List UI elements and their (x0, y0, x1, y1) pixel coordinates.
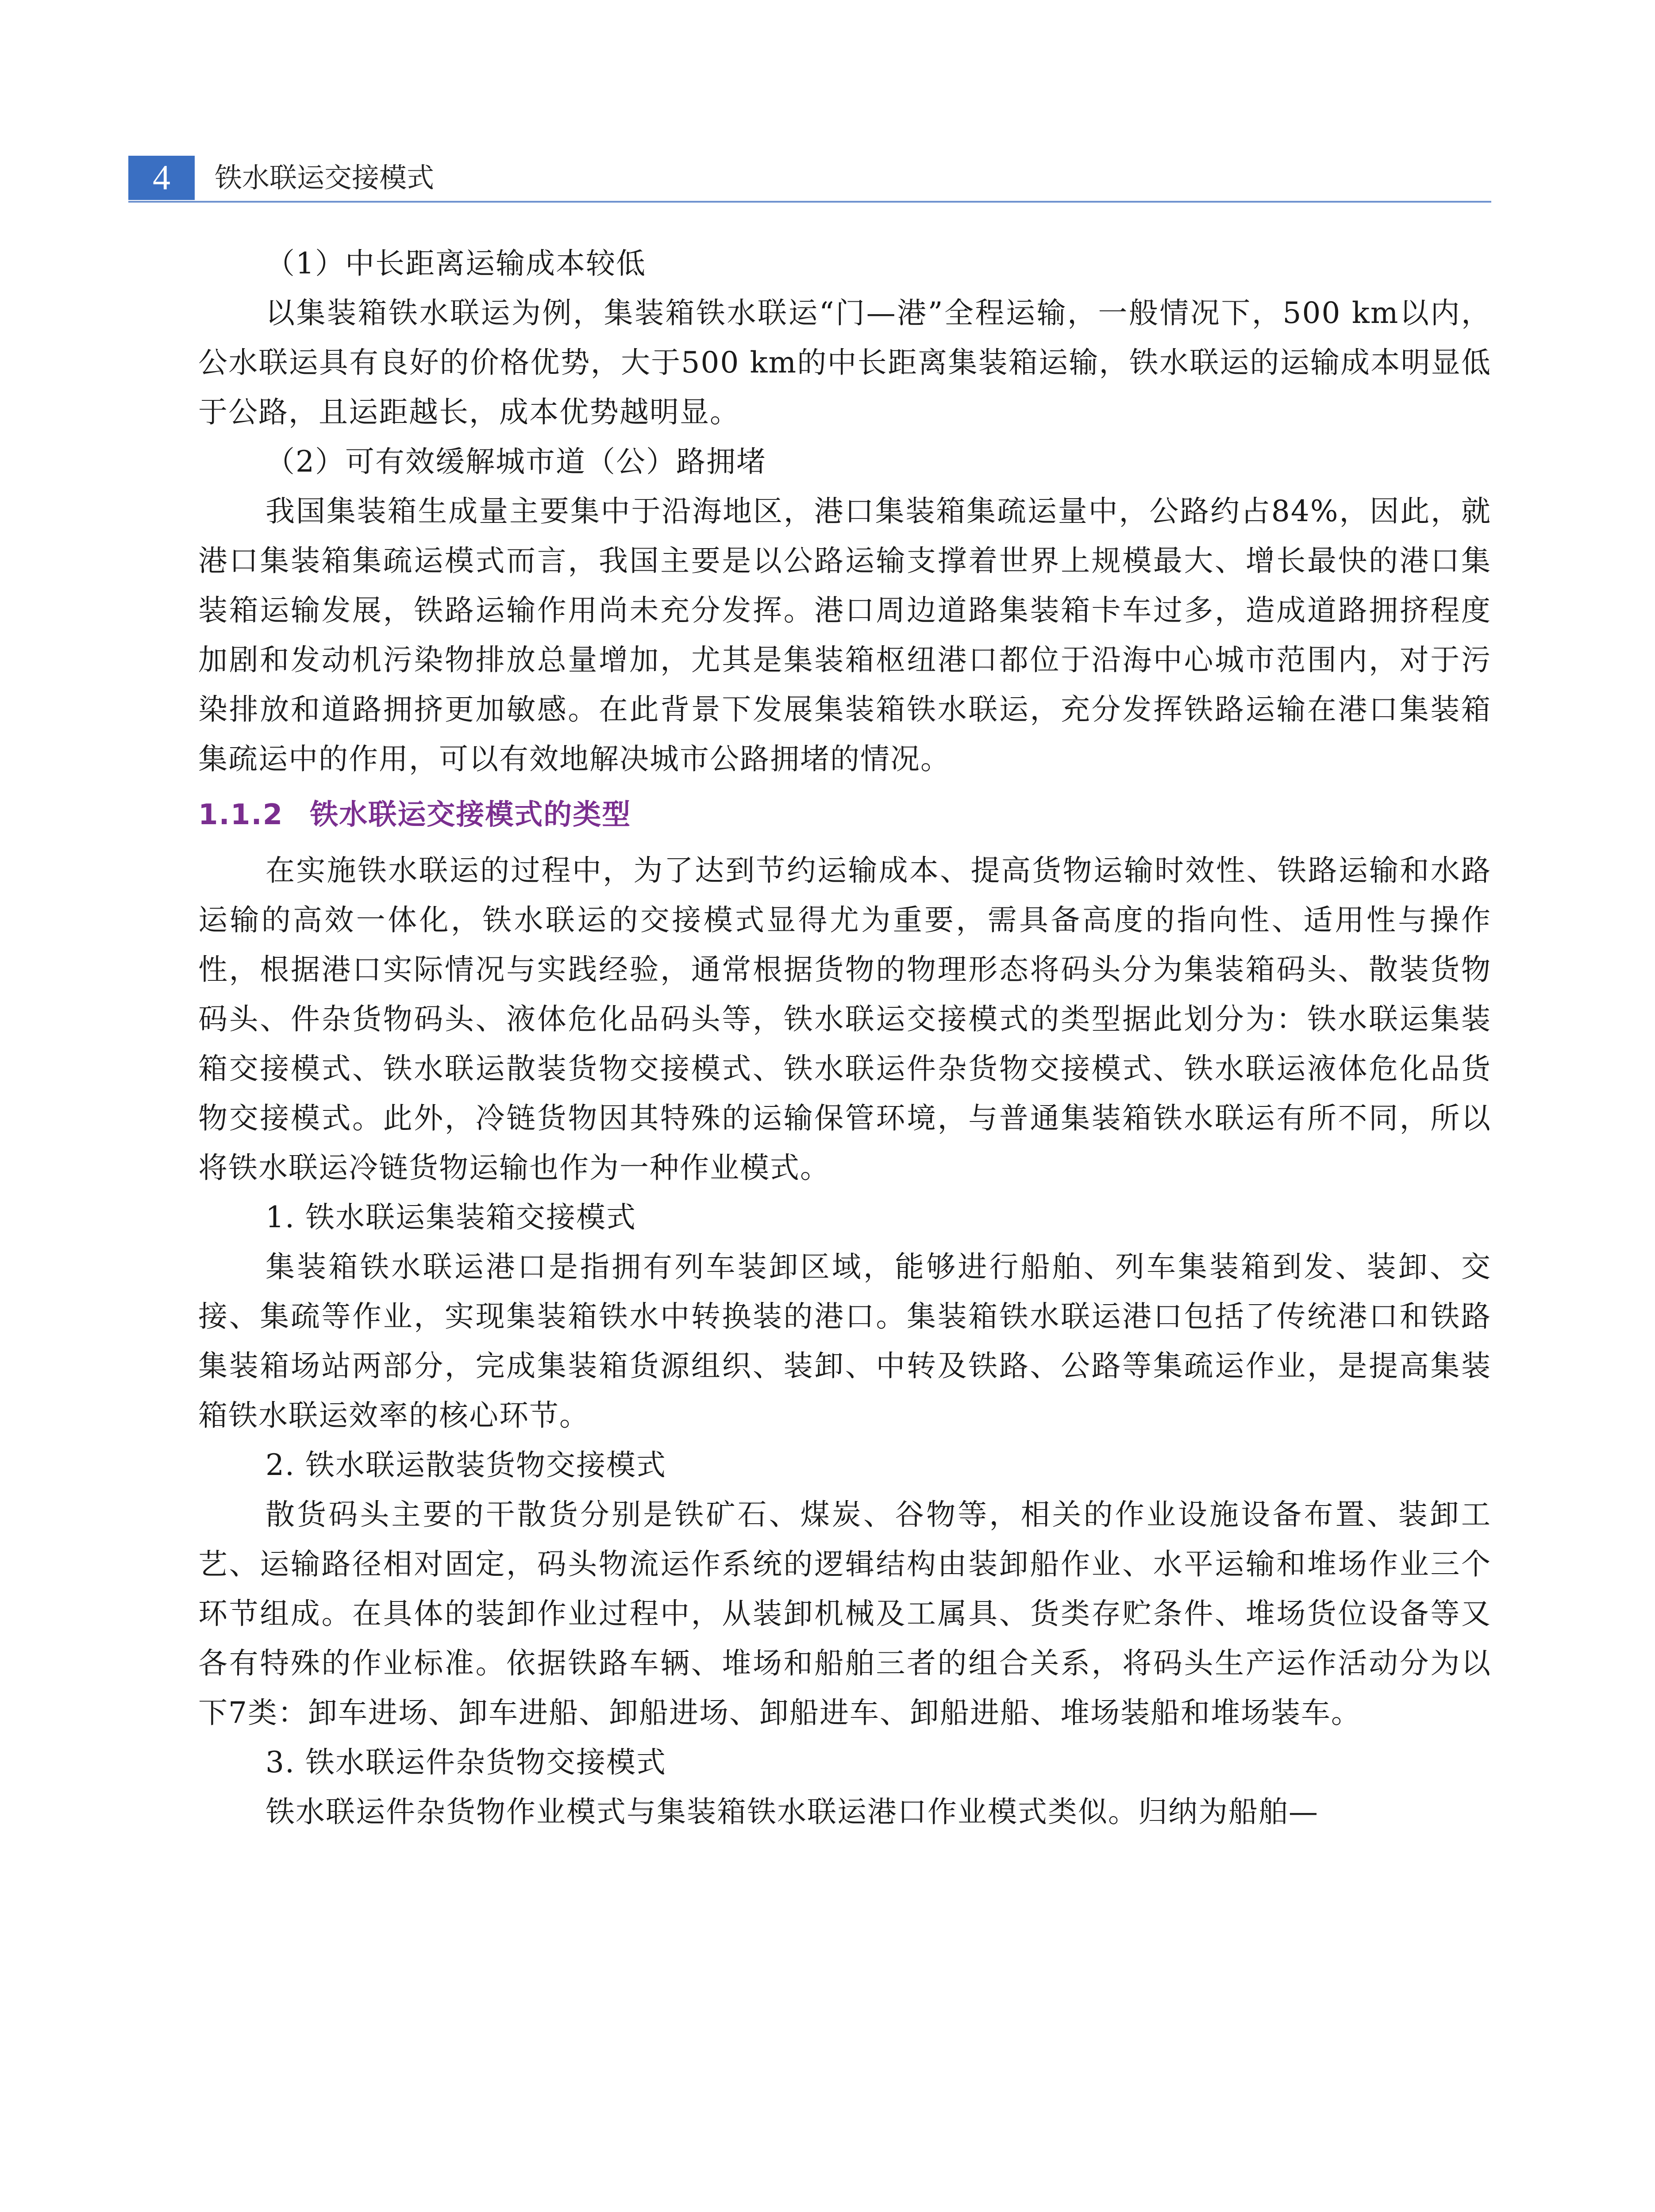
section-title: 铁水联运交接模式的类型 (310, 799, 631, 831)
paragraph-5: 散货码头主要的干散货分别是铁矿石、煤炭、谷物等，相关的作业设施设备布置、装卸工艺、运输路径相对固定，码头物流运作系统的逻辑结构由装卸船作业、水平运输和堆场作业三个环节组成。在具体的装卸作业过程中，从装卸机械及工属具、货类存贮条件、堆场货位设备等又各有特殊的作业标准。依据铁路车辆、堆场和船舶三者的组合关系，将码头生产运作活动分为以下7类：卸车进场、卸车进船、卸船进场、卸船进车、卸船进船、堆场装船和堆场装车。 (198, 1498, 1491, 1730)
paragraph-3: 在实施铁水联运的过程中，为了达到节约运输成本、提高货物运输时效性、铁路运输和水路运输的高效一体化，铁水联运的交接模式显得尤为重要，需具备高度的指向性、适用性与操作性，根据港口实际情况与实践经验，通常根据货物的物理形态将码头分为集装箱码头、散装货物码头、件杂货物码头、液体危化品码头等，铁水联运交接模式的类型据此划分为：铁水联运集装箱交接模式、铁水联运散装货物交接模式、铁水联运件杂货物交接模式、铁水联运液体危化品货物交接模式。此外，冷链货物因其特殊的运输保管环境，与普通集装箱铁水联运有所不同，所以将铁水联运冷链货物运输也作为一种作业模式。 (198, 853, 1491, 1185)
page-body (198, 239, 1491, 1837)
page-header (128, 156, 1491, 200)
paragraph-6: 铁水联运件杂货物作业模式与集装箱铁水联运港口作业模式类似。归纳为船舶— (266, 1795, 1319, 1829)
page-number: 4 (128, 156, 195, 200)
paragraph-4: 集装箱铁水联运港口是指拥有列车装卸区域，能够进行船舶、列车集装箱到发、装卸、交接、集疏等作业，实现集装箱铁水中转换装的港口。集装箱铁水联运港口包括了传统港口和铁路集装箱场站两部分，完成集装箱货源组织、装卸、中转及铁路、公路等集疏运作业，是提高集装箱铁水联运效率的核心环节。 (198, 1250, 1491, 1432)
header-rule (128, 201, 1491, 203)
paragraph-1: 以集装箱铁水联运为例，集装箱铁水联运“门—港”全程运输，一般情况下，500 km以内，公水联运具有良好的价格优势，大于500 km的中长距离集装箱运输，铁水联运的运输成本明显低于公路，且运距越长，成本优势越明显。 (198, 296, 1491, 429)
section-heading (198, 790, 1491, 840)
subheading-1: （1）中长距离运输成本较低 (266, 246, 646, 280)
subheading-3: 1. 铁水联运集装箱交接模式 (266, 1200, 636, 1234)
running-title: 铁水联运交接模式 (215, 161, 435, 194)
subheading-2: （2）可有效缓解城市道（公）路拥堵 (266, 445, 766, 479)
subheading-4: 2. 铁水联运散装货物交接模式 (266, 1448, 666, 1482)
paragraph-2: 我国集装箱生成量主要集中于沿海地区，港口集装箱集疏运量中，公路约占84%，因此，就港口集装箱集疏运模式而言，我国主要是以公路运输支撑着世界上规模最大、增长最快的港口集装箱运输发展，铁路运输作用尚未充分发挥。港口周边道路集装箱卡车过多，造成道路拥挤程度加剧和发动机污染物排放总量增加，尤其是集装箱枢纽港口都位于沿海中心城市范围内，对于污染排放和道路拥挤更加敏感。在此背景下发展集装箱铁水联运，充分发挥铁路运输在港口集装箱集疏运中的作用，可以有效地解决城市公路拥堵的情况。 (198, 494, 1491, 776)
subheading-5: 3. 铁水联运件杂货物交接模式 (266, 1745, 666, 1779)
section-number: 1.1.2 (198, 799, 284, 831)
